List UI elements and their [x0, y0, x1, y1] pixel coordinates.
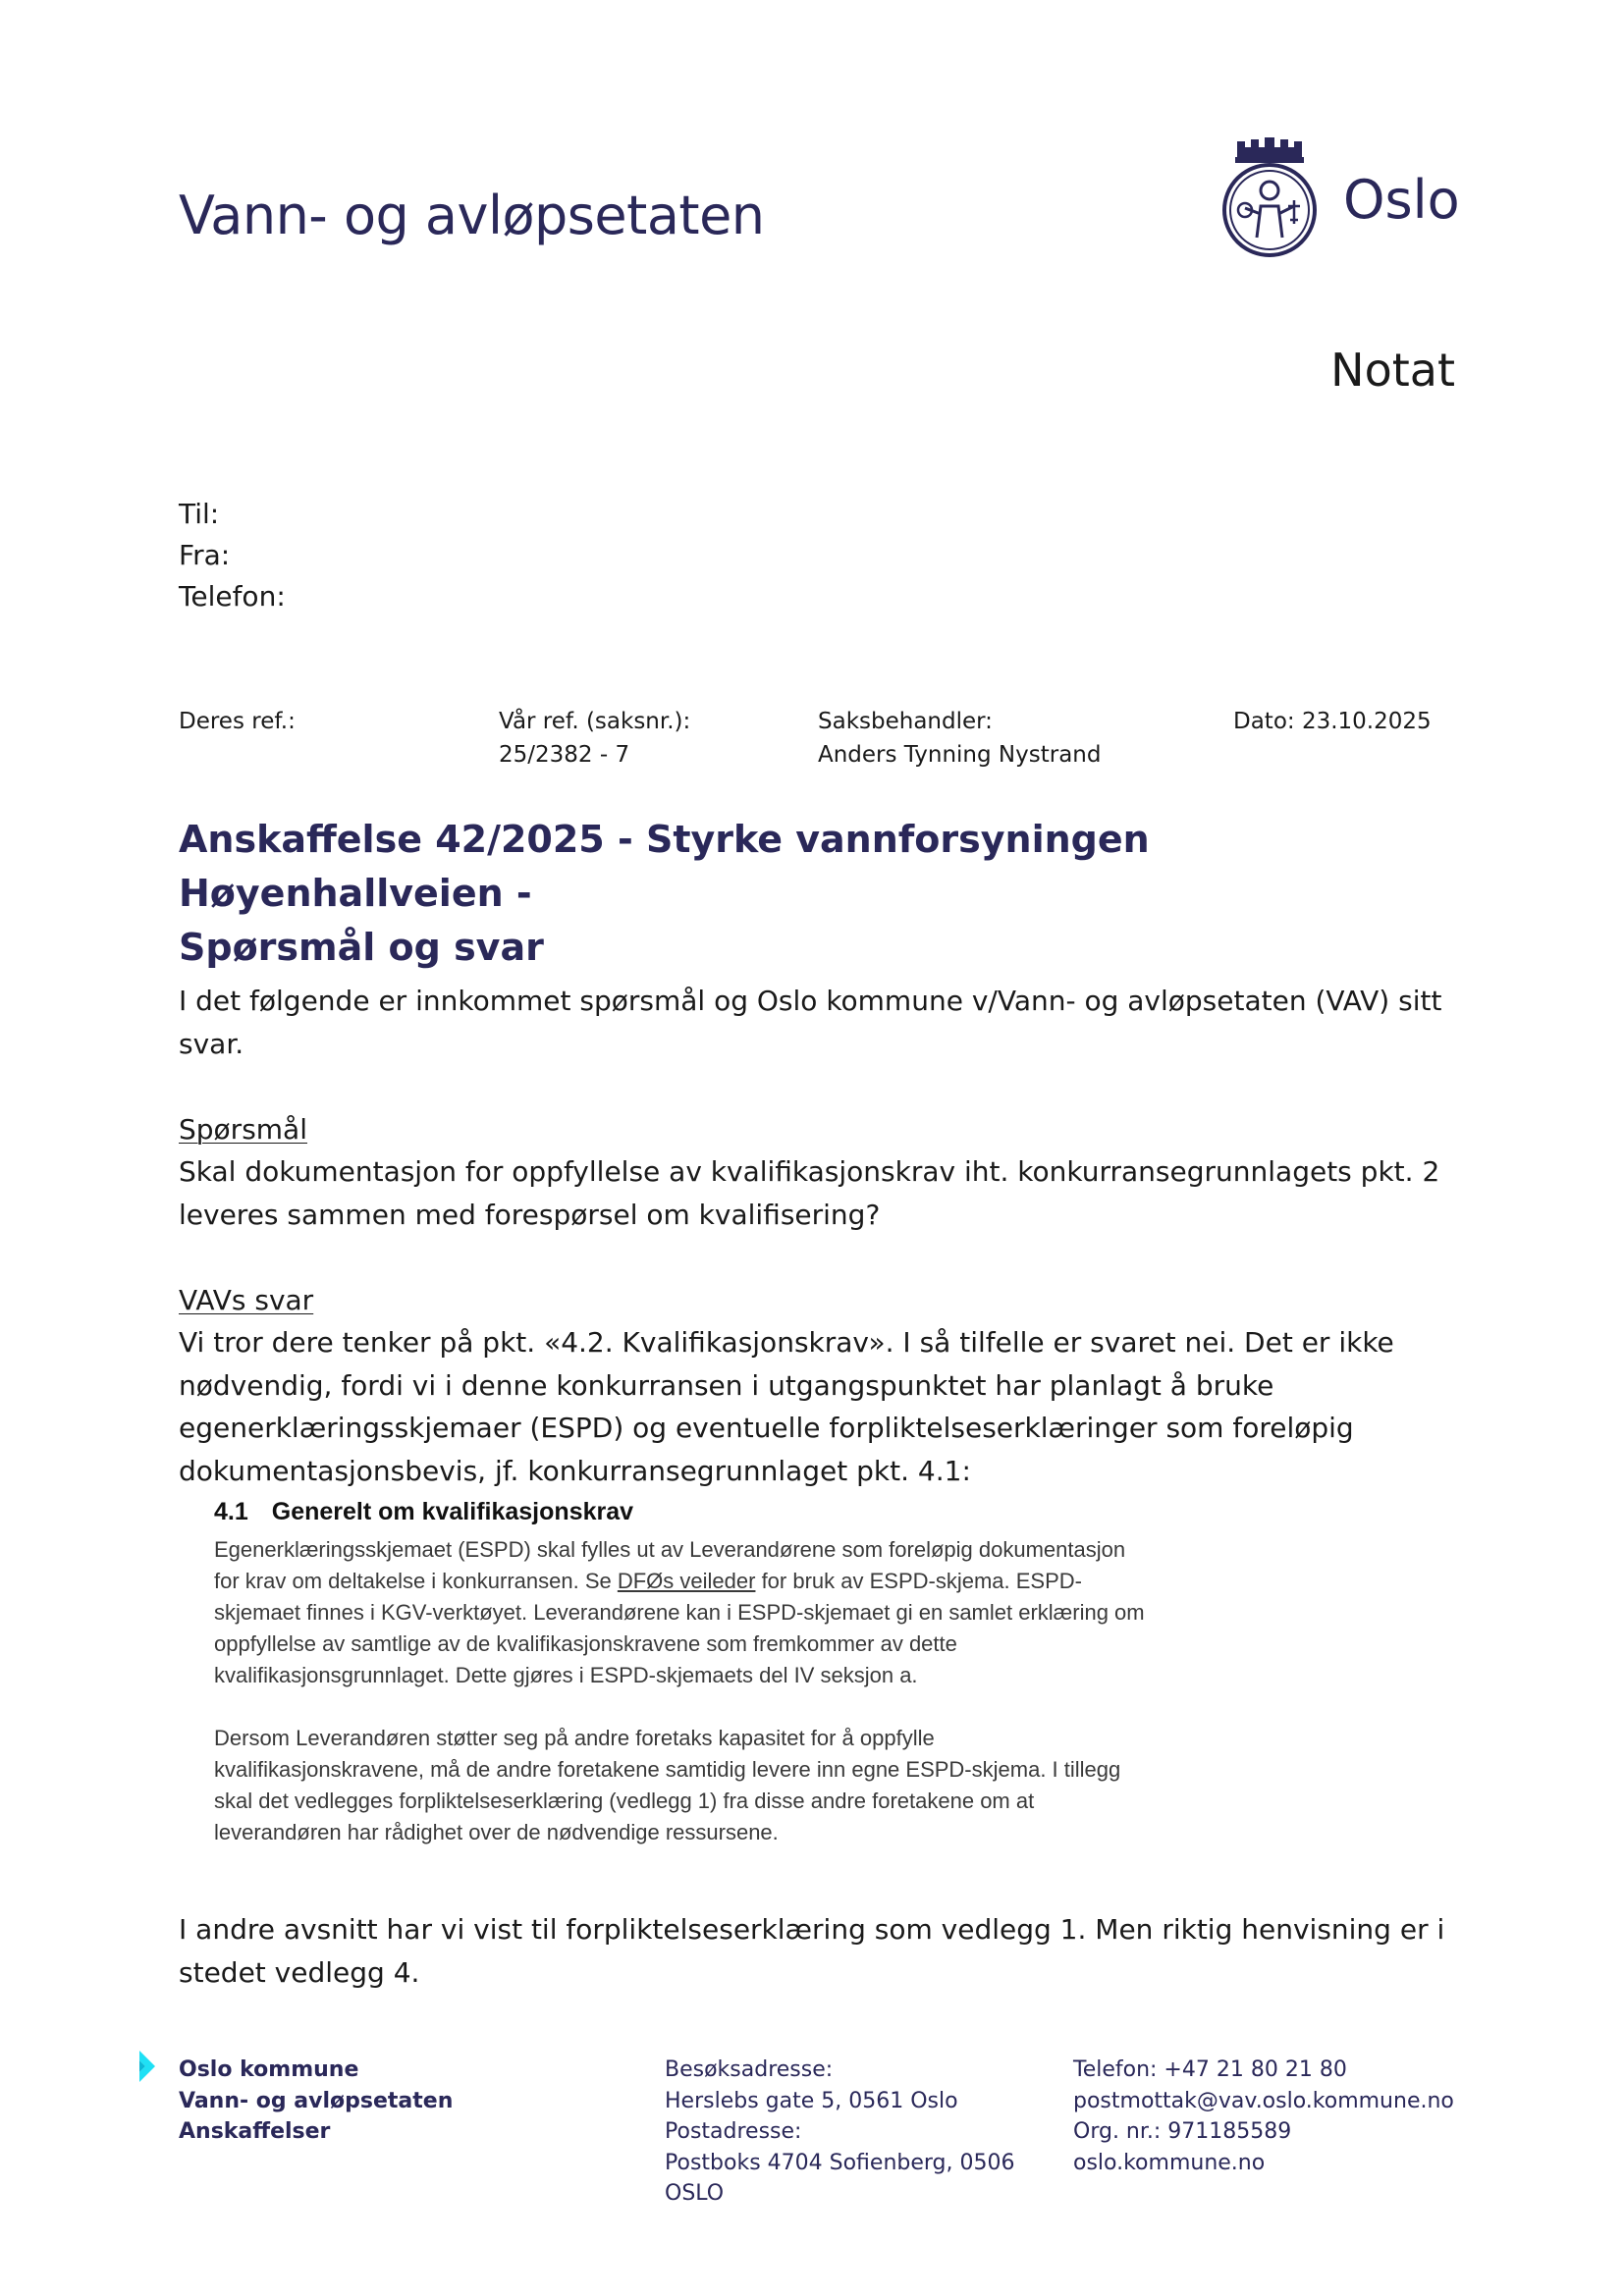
- footer-org-number: Org. nr.: 971185589: [1073, 2119, 1292, 2144]
- oslo-diamond-icon: [135, 2049, 163, 2084]
- excerpt-number: 4.1: [214, 1498, 248, 1525]
- footer-address: [665, 2055, 1015, 2210]
- answer-label: VAVs svar: [179, 1283, 314, 1316]
- closing-line: I andre avsnitt har vi vist til forpliktelseserklæring som vedlegg 1. Men riktig henvisning er i: [179, 1913, 1445, 1946]
- excerpt-line: skal det vedlegges forpliktelseserklæring (vedlegg 1) fra disse andre foretakene om at: [214, 1789, 1035, 1813]
- excerpt-line: kvalifikasjonskravene, må de andre foretakene samtidig levere inn egne ESPD-skjema. I tillegg: [214, 1757, 1121, 1782]
- question-label: Spørsmål: [179, 1112, 307, 1146]
- footer-org-line: Anskaffelser: [179, 2119, 331, 2144]
- excerpt-title: Generelt om kvalifikasjonskrav: [271, 1498, 634, 1525]
- excerpt-line: Egenerklæringsskjemaet (ESPD) skal fylles ut av Leverandørene som foreløpig dokumentasjon: [214, 1537, 1126, 1562]
- footer-organization: [179, 2055, 453, 2148]
- to-label: Til:: [179, 498, 220, 530]
- case-officer-label: Saksbehandler:: [818, 709, 993, 734]
- postal-address-label: Postadresse:: [665, 2119, 802, 2144]
- footer-website[interactable]: oslo.kommune.no: [1073, 2150, 1266, 2175]
- answer-text-line: Vi tror dere tenker på pkt. «4.2. Kvalifikasjonskrav». I så tilfelle er svaret nei. Det er ikke: [179, 1326, 1394, 1359]
- dfo-guide-link[interactable]: DFØs veileder: [617, 1569, 756, 1593]
- from-label: Fra:: [179, 539, 231, 571]
- our-reference: [499, 705, 690, 772]
- excerpt-line: oppfyllelse av samtlige av de kvalifikasjonskravene som fremkommer av dette: [214, 1631, 957, 1656]
- footer-org-line: Vann- og avløpsetaten: [179, 2088, 454, 2113]
- intro-paragraph: I det følgende er innkommet spørsmål og Oslo kommune v/Vann- og avløpsetaten (VAV) sitt svar.: [179, 985, 1442, 1060]
- heading-line: Spørsmål og svar: [179, 926, 544, 969]
- question-text-line: leveres sammen med forespørsel om kvalifisering?: [179, 1198, 881, 1231]
- excerpt-heading: [214, 1498, 1284, 1526]
- footer-contact: [1073, 2055, 1454, 2178]
- document-body: [179, 980, 1475, 1492]
- postal-address: Postboks 4704 Sofienberg, 0506: [665, 2150, 1015, 2175]
- quoted-excerpt: [214, 1498, 1284, 1848]
- our-reference-value: 25/2382 - 7: [499, 742, 630, 768]
- oslo-logo: [1216, 130, 1463, 257]
- date: [1233, 705, 1432, 738]
- answer-text-line: egenerklæringsskjemaer (ESPD) og eventuelle forpliktelseserklæringer som foreløpig: [179, 1412, 1354, 1444]
- case-officer: [818, 705, 1101, 772]
- answer-text-line: dokumentasjonsbevis, jf. konkurransegrunnlaget pkt. 4.1:: [179, 1454, 971, 1487]
- postal-city: OSLO: [665, 2181, 725, 2206]
- your-reference-label: Deres ref.:: [179, 709, 296, 734]
- oslo-seal-icon: [1216, 130, 1324, 257]
- recipient-block: [179, 494, 286, 617]
- excerpt-paragraph: [214, 1534, 1284, 1691]
- excerpt-paragraph: [214, 1723, 1284, 1848]
- case-officer-value: Anders Tynning Nystrand: [818, 742, 1102, 768]
- footer-org-line: Oslo kommune: [179, 2057, 359, 2082]
- our-reference-label: Vår ref. (saksnr.):: [499, 709, 691, 734]
- document-heading: [179, 813, 1455, 975]
- phone-label: Telefon:: [179, 580, 286, 613]
- visit-address-label: Besøksadresse:: [665, 2057, 834, 2082]
- excerpt-line: Dersom Leverandøren støtter seg på andre foretaks kapasitet for å oppfylle: [214, 1726, 935, 1750]
- closing-line: stedet vedlegg 4.: [179, 1955, 420, 1989]
- organization-title: Vann- og avløpsetaten: [179, 185, 765, 246]
- visit-address: Herslebs gate 5, 0561 Oslo: [665, 2088, 958, 2113]
- question-text-line: Skal dokumentasjon for oppfyllelse av kvalifikasjonskrav iht. konkurransegrunnlagets pkt. 2: [179, 1155, 1440, 1188]
- excerpt-line: for krav om deltakelse i konkurransen. Se DFØs veileder for bruk av ESPD-skjema. ESPD-: [214, 1569, 1082, 1593]
- excerpt-line: kvalifikasjonsgrunnlaget. Dette gjøres i ESPD-skjemaets del IV seksjon a.: [214, 1663, 918, 1687]
- excerpt-line: leverandøren har rådighet over de nødvendige ressursene.: [214, 1820, 779, 1844]
- footer-phone: Telefon: +47 21 80 21 80: [1073, 2057, 1347, 2082]
- date-value: Dato: 23.10.2025: [1233, 709, 1432, 734]
- heading-line: Anskaffelse 42/2025 - Styrke vannforsyningen Høyenhallveien -: [179, 818, 1150, 915]
- footer-email[interactable]: postmottak@vav.oslo.kommune.no: [1073, 2088, 1454, 2113]
- excerpt-line: skjemaet finnes i KGV-verktøyet. Leverandørene kan i ESPD-skjemaet gi en samlet erklæring om: [214, 1600, 1145, 1625]
- logo-text: Oslo: [1343, 169, 1460, 231]
- answer-text-line: nødvendig, fordi vi i denne konkurransen i utgangspunktet har planlagt å bruke: [179, 1368, 1274, 1402]
- your-reference: [179, 705, 296, 738]
- closing-paragraph: [179, 1908, 1475, 1994]
- document-type: Notat: [1330, 344, 1455, 397]
